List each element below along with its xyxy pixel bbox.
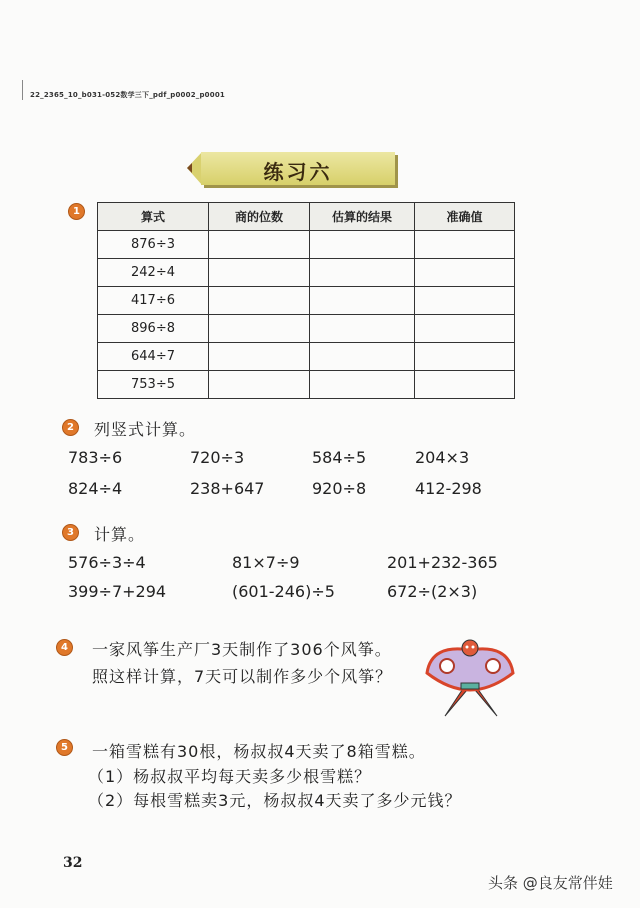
table-row	[98, 231, 515, 259]
answer-cell[interactable]	[310, 315, 415, 343]
sub-question: （1）杨叔叔平均每天卖多少根雪糕？	[88, 767, 372, 786]
exercise: 720÷3	[190, 448, 245, 467]
exercise: 920÷8	[312, 479, 367, 498]
section-1-number: 1	[68, 203, 85, 220]
exercise: 576÷3÷4	[68, 553, 146, 572]
exercise: 201+232-365	[387, 553, 498, 572]
table-row	[98, 371, 515, 399]
exercise: 672÷(2×3)	[387, 582, 478, 601]
answer-cell[interactable]	[310, 343, 415, 371]
problem-line: 一家风筝生产厂3天制作了306个风筝。	[92, 640, 392, 659]
header-formula: 算式	[98, 203, 209, 231]
answer-cell[interactable]	[415, 287, 515, 315]
section-2-prompt: 列竖式计算。	[94, 420, 197, 439]
exercise: 824÷4	[68, 479, 123, 498]
page-title: 练习六	[263, 160, 333, 184]
formula-cell: 644÷7	[98, 343, 209, 371]
table-row	[98, 259, 515, 287]
table-row	[98, 287, 515, 315]
section-2-number: 2	[62, 419, 79, 436]
answer-cell[interactable]	[209, 231, 310, 259]
section-3-number: 3	[62, 524, 79, 541]
formula-cell: 876÷3	[98, 231, 209, 259]
answer-cell[interactable]	[209, 343, 310, 371]
answer-cell[interactable]	[209, 315, 310, 343]
table-header-row	[98, 203, 515, 231]
header-digits: 商的位数	[209, 203, 310, 231]
answer-cell[interactable]	[310, 231, 415, 259]
answer-cell[interactable]	[209, 259, 310, 287]
formula-cell: 753÷5	[98, 371, 209, 399]
answer-cell[interactable]	[415, 259, 515, 287]
exercise: (601-246)÷5	[232, 582, 335, 601]
section-4-number: 4	[56, 639, 73, 656]
answer-cell[interactable]	[310, 371, 415, 399]
problem-line: 照这样计算，7天可以制作多少个风筝？	[92, 667, 393, 686]
exercise: 204×3	[415, 448, 470, 467]
kite-illustration	[425, 638, 515, 718]
answer-cell[interactable]	[310, 259, 415, 287]
file-header: 22_2365_10_b031-052数学三下_pdf_p0002_p0001	[30, 91, 225, 99]
answer-cell[interactable]	[415, 371, 515, 399]
answer-cell[interactable]	[310, 287, 415, 315]
exercise: 783÷6	[68, 448, 123, 467]
problem-line: 一箱雪糕有30根，杨叔叔4天卖了8箱雪糕。	[92, 742, 426, 761]
table-row	[98, 343, 515, 371]
estimate-table	[97, 202, 515, 399]
answer-cell[interactable]	[209, 371, 310, 399]
exercise: 584÷5	[312, 448, 367, 467]
exercise: 412-298	[415, 479, 482, 498]
answer-cell[interactable]	[209, 287, 310, 315]
sub-question: （2）每根雪糕卖3元，杨叔叔4天卖了多少元钱？	[88, 791, 462, 810]
answer-cell[interactable]	[415, 231, 515, 259]
answer-cell[interactable]	[415, 315, 515, 343]
section-3-prompt: 计算。	[94, 525, 146, 544]
header-estimate: 估算的结果	[310, 203, 415, 231]
watermark: 头条 @良友常伴娃	[488, 874, 613, 892]
section-5-number: 5	[56, 739, 73, 756]
formula-cell: 242÷4	[98, 259, 209, 287]
header-exact: 准确值	[415, 203, 515, 231]
exercise: 238+647	[190, 479, 265, 498]
exercise: 81×7÷9	[232, 553, 300, 572]
formula-cell: 896÷8	[98, 315, 209, 343]
answer-cell[interactable]	[415, 343, 515, 371]
title-banner	[187, 152, 395, 185]
table-row	[98, 315, 515, 343]
page-number: 32	[63, 855, 83, 871]
pencil-lead-icon	[187, 163, 192, 173]
exercise: 399÷7+294	[68, 582, 167, 601]
formula-cell: 417÷6	[98, 287, 209, 315]
